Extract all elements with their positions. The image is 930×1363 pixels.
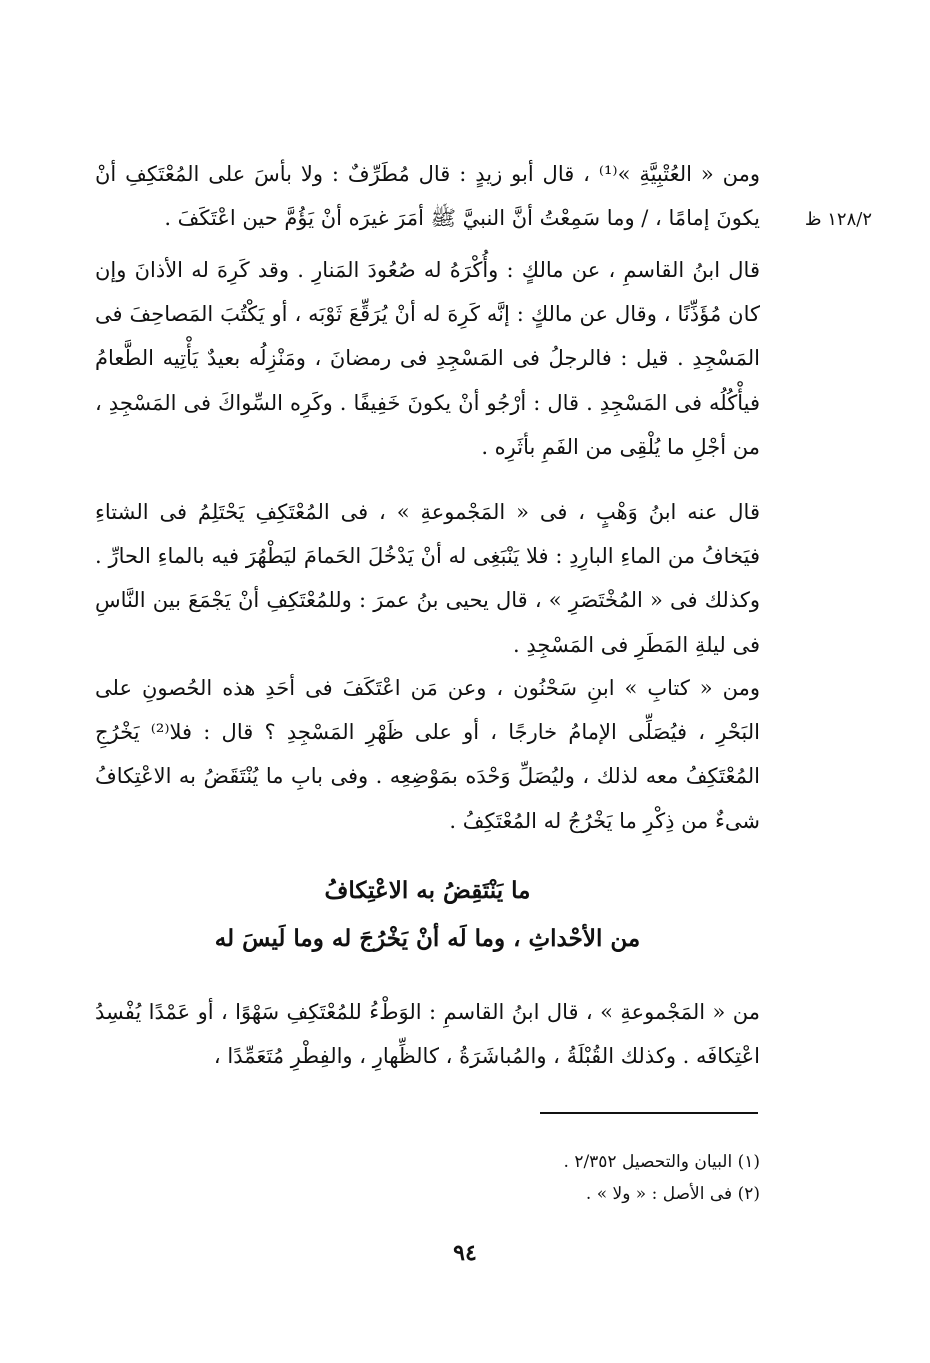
paragraph-2: [95, 248, 760, 469]
paragraph-text: ومن « كتابِ » ابنِ سَحْنُون ، وعن مَن اعْتَكَفَ فى أحَدِ هذه الحُصونِ على البَحْرِ ، فيُصَلِّى الإمامُ خارجًا ، أو على ظَهْرِ المَسْجِدِ ؟ قال : فلا⁽²⁾ يَخْرُجِ المُعْتَكِفُ معه لذلك ، وليُصَلِّ وَحْدَه بمَوْضِعِه . وفى بابِ ما يُنْتَقَضُ به الاعْتِكافُ شىءٌ من ذِكْرِ ما يَخْرُجُ له المُعْتَكِفُ .: [95, 676, 760, 833]
manuscript-folio-reference: ١٢٨/٢ ظ: [804, 209, 872, 230]
section-heading-line-2: من الأحْداثِ ، وما لَه أنْ يَخْرُجَ له وما لَيسَ له: [214, 925, 641, 952]
paragraph-3: [95, 490, 760, 667]
page-number: ٩٤: [453, 1240, 477, 1266]
footnotes: [95, 1146, 760, 1210]
paragraph-1: [95, 152, 760, 240]
footnote-2: (٢) فى الأصل : « ولا » .: [585, 1184, 760, 1204]
paragraph-text: قال عنه ابنُ وَهْبٍ ، فى « المَجْموعةِ » ، فى المُعْتَكِفِ يَحْتَلِمُ فى الشتاءِ فيَخافُ من الماءِ البارِدِ : فلا يَنْبَغِى له أنْ يَدْخُلَ الحَمامَ ليَطْهُرَ فيه بالماءِ الحارِّ . وكذلك فى « المُخْتَصَرِ » ، قال يحيى بنُ عمرَ : وللمُعْتَكِفِ أنْ يَجْمَعَ بين النَّاسِ فى ليلةِ المَطَرِ فى المَسْجِدِ .: [95, 500, 760, 657]
paragraph-5: [95, 990, 760, 1078]
paragraph-4: [95, 666, 760, 843]
section-heading-line-1: ما يَنْتَقِضُ به الاعْتِكافُ: [324, 877, 531, 904]
paragraph-text: من « المَجْموعةِ » ، قال ابنُ القاسمِ : الوَطْءُ للمُعْتَكِفِ سَهْوًا ، أو عَمْدًا يُفْسِدُ اعْتِكافَه . وكذلك القُبْلَةُ ، والمُباشَرَةُ ، كالظِّهارِ ، والفِطْرِ مُتَعَمِّدًا ،: [95, 1000, 760, 1069]
footnote-separator: [540, 1112, 758, 1114]
footnote-1: (١) البيان والتحصيل ٢/٣٥٢ .: [563, 1152, 760, 1172]
paragraph-text: قال ابنُ القاسمِ ، عن مالكٍ : وأُكْرَهُ له صُعُودَ المَنارِ . وقد كَرِهَ له الأذانَ وإن كان مُؤَذِّنًا ، وقال عن مالكٍ : إنَّه كَرِهَ له أنْ يُرَقِّعَ ثَوْبَه ، أو يَكْتُبَ المَصاحِفَ فى المَسْجِدِ . قيل : فالرجلُ فى المَسْجِدِ فى رمضانَ ، ومَنْزِلُه بعيدٌ يَأْتِيه الطَّعامُ فيأْكُلُه فى المَسْجِدِ . قال : أرْجُو أنْ يكونَ خَفِيفًا . وكَرِه السِّواكَ فى المَسْجِدِ ، من أجْلِ ما يُلْقِى من الفَمِ بأثَرِه .: [95, 258, 760, 459]
paragraph-text: ومن « العُتْبِيَّةِ »⁽¹⁾ ، قال أبو زيدٍ : قال مُطَرِّفٌ : ولا بأسَ على المُعْتَكِفِ أنْ يكونَ إمامًا ، / وما سَمِعْتُ أنَّ النبيَّ ﷺ أمَرَ غيرَه أنْ يَؤُمَّ حين اعْتَكَفَ .: [95, 162, 760, 231]
